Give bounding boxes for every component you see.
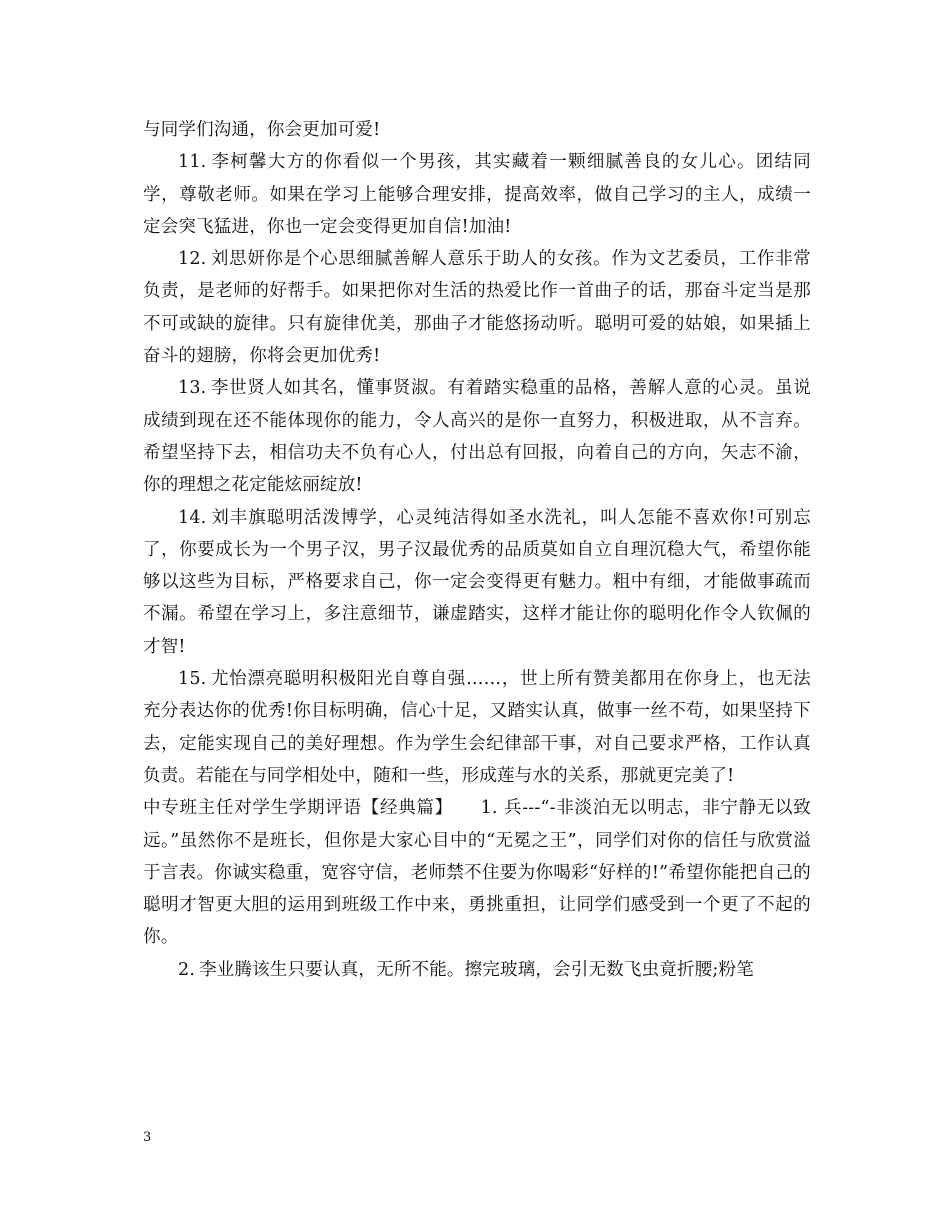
document-body bbox=[143, 114, 811, 986]
paragraph-comment-13: 13. 李世贤人如其名，懂事贤淑。有着踏实稳重的品格，善解人意的心灵。虽说成绩到现在还不能体现你的能力，令人高兴的是你一直努力，积极进取，从不言弃。希望坚持下去，相信功夫不负有心人，付出总有回报，向着自己的方向，矢志不渝，你的理想之花定能炫丽绽放! bbox=[143, 378, 811, 496]
paragraph-section-heading: 中专班主任对学生学期评语【经典篇】 1. 兵---“-非淡泊无以明志，非宁静无以致远。”虽然你不是班长，但你是大家心目中的“无冕之王”，同学们对你的信任与欣赏溢于言表。你诚实稳重，宽容守信，老师禁不住要为你喝彩“好样的!”希望你能把自己的聪明才智更大胆的运用到班级工作中来，勇挑重担，让同学们感受到一个更了不起的你。 bbox=[143, 798, 811, 948]
item-number: 11. bbox=[178, 152, 207, 173]
item-number: 2. bbox=[178, 959, 196, 980]
paragraph-continuation: 与同学们沟通，你会更加可爱! bbox=[143, 120, 381, 140]
paragraph-comment-15: 15. 尤怡漂亮聪明积极阳光自尊自强……，世上所有赞美都用在你身上，也无法充分表达你的优秀!你目标明确，信心十足，又踏实认真，做事一丝不苟，如果坚持下去，定能实现自己的美好理想。作为学生会纪律部干事，对自己要求严格，工作认真负责。若能在与同学相处中，随和一些，形成莲与水的关系，那就更完美了! bbox=[143, 669, 811, 786]
item-number: 13. bbox=[178, 378, 207, 399]
paragraph-comment-2: 2. 李业腾该生只要认真，无所不能。擦完玻璃，会引无数飞虫竟折腰;粉笔 bbox=[178, 959, 754, 980]
item-number: 12. bbox=[178, 249, 207, 270]
paragraph-comment-14: 14. 刘丰旗聪明活泼博学，心灵纯洁得如圣水洗礼，叫人怎能不喜欢你!可别忘了，你要成长为一个男子汉，男子汉最优秀的品质莫如自立自理沉稳大气，希望你能够以这些为目标，严格要求自己，你一定会变得更有魅力。粗中有细，才能做事疏而不漏。希望在学习上，多注意细节，谦虚踏实，这样才能让你的聪明化作令人钦佩的才智! bbox=[143, 507, 811, 657]
paragraph-comment-11: 11. 李柯馨大方的你看似一个男孩，其实藏着一颗细腻善良的女儿心。团结同学，尊敬老师。如果在学习上能够合理安排，提高效率，做自己学习的主人，成绩一定会突飞猛进，你也一定会变得更加自信!加油! bbox=[143, 152, 811, 237]
paragraph-comment-12: 12. 刘思妍你是个心思细腻善解人意乐于助人的女孩。作为文艺委员，工作非常负责，是老师的好帮手。如果把你对生活的热爱比作一首曲子的话，那奋斗定当是那不可或缺的旋律。只有旋律优美，那曲子才能悠扬动听。聪明可爱的姑娘，如果插上奋斗的翅膀，你将会更加优秀! bbox=[143, 249, 811, 367]
item-number: 14. bbox=[178, 507, 207, 528]
item-number: 15. bbox=[178, 669, 207, 690]
page-number: 3 bbox=[143, 1130, 152, 1145]
